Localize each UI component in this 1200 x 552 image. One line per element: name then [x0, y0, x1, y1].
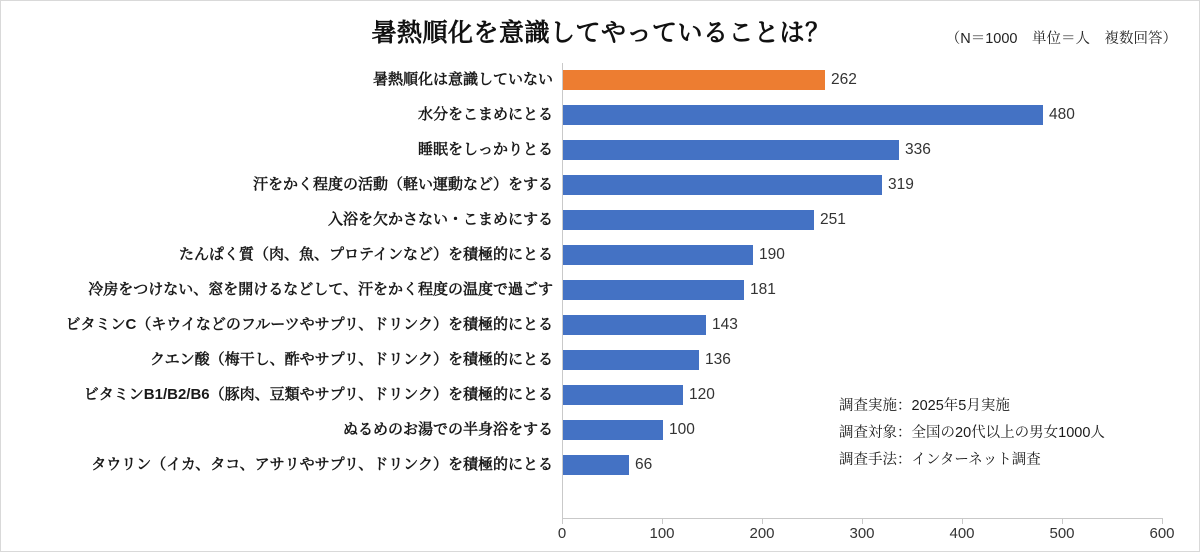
- category-label-row: [1, 413, 553, 448]
- bar-row: [562, 273, 1162, 308]
- category-label: ビタミンB1/B2/B6（豚肉、豆類やサプリ、ドリンク）を積極的にとる: [83, 386, 553, 403]
- category-label-row: [1, 273, 553, 308]
- bar[interactable]: [563, 315, 706, 335]
- bar-row: [562, 133, 1162, 168]
- axis-tick: [962, 518, 963, 524]
- bar[interactable]: [563, 245, 753, 265]
- axis-tick: [762, 518, 763, 524]
- axis-tick-label: 200: [749, 525, 775, 542]
- bar-row: [562, 98, 1162, 133]
- survey-annotation-line: 調査対象：全国の20代以上の男女1000人: [839, 425, 1105, 441]
- bar-row: [562, 343, 1162, 378]
- category-axis-labels: [1, 63, 553, 518]
- axis-tick: [1162, 518, 1163, 524]
- category-label-row: [1, 238, 553, 273]
- category-label-row: [1, 63, 553, 98]
- bar-row: [562, 308, 1162, 343]
- category-label: クエン酸（梅干し、酢やサプリ、ドリンク）を積極的にとる: [149, 351, 553, 368]
- axis-tick-label: 500: [1049, 525, 1075, 542]
- axis-tick-label: 400: [949, 525, 975, 542]
- bar-value-label: 143: [712, 316, 738, 333]
- bar[interactable]: [563, 420, 663, 440]
- category-label: 水分をこまめにとる: [417, 106, 553, 123]
- axis-tick-label: 100: [649, 525, 675, 542]
- bar-value-label: 190: [759, 246, 785, 263]
- axis-tick-label: 0: [557, 525, 567, 542]
- bar[interactable]: [563, 455, 629, 475]
- category-label-row: [1, 168, 553, 203]
- bar[interactable]: [563, 350, 699, 370]
- category-label-row: [1, 98, 553, 133]
- category-label: ビタミンC（キウイなどのフルーツやサプリ、ドリンク）を積極的にとる: [65, 316, 553, 333]
- bar-value-label: 262: [831, 71, 857, 88]
- category-label-row: [1, 448, 553, 483]
- bar[interactable]: [563, 385, 683, 405]
- category-label-row: [1, 343, 553, 378]
- category-label-row: [1, 203, 553, 238]
- category-label: 汗をかく程度の活動（軽い運動など）をする: [252, 176, 553, 193]
- chart-subtitle: （N＝1000 単位＝人 複数回答）: [945, 31, 1177, 47]
- bar-value-label: 136: [705, 351, 731, 368]
- bar-row: [562, 203, 1162, 238]
- survey-annotation-line: 調査実施：2025年5月実施: [839, 398, 1010, 414]
- bar-row: [562, 63, 1162, 98]
- category-label: 冷房をつけない、窓を開けるなどして、汗をかく程度の温度で過ごす: [88, 281, 553, 298]
- category-label: 暑熱順化は意識していない: [372, 71, 553, 88]
- category-label: 睡眠をしっかりとる: [417, 141, 553, 158]
- axis-tick-label: 300: [849, 525, 875, 542]
- bar-value-label: 336: [905, 141, 931, 158]
- bar-value-label: 181: [750, 281, 776, 298]
- category-label-row: [1, 308, 553, 343]
- bar-value-label: 120: [689, 386, 715, 403]
- category-label: 入浴を欠かさない・こまめにする: [327, 211, 553, 228]
- axis-tick-label: 600: [1149, 525, 1175, 542]
- axis-tick: [562, 518, 563, 524]
- bar-value-label: 319: [888, 176, 914, 193]
- category-label-row: [1, 133, 553, 168]
- category-label-row: [1, 378, 553, 413]
- axis-tick: [1062, 518, 1063, 524]
- bar-value-label: 100: [669, 421, 695, 438]
- bar-row: [562, 168, 1162, 203]
- category-label: たんぱく質（肉、魚、プロテインなど）を積極的にとる: [179, 246, 553, 263]
- bar-value-label: 66: [635, 456, 653, 473]
- bar[interactable]: [563, 280, 744, 300]
- survey-annotations: [839, 393, 1105, 474]
- category-label: タウリン（イカ、タコ、アサリやサプリ、ドリンク）を積極的にとる: [91, 456, 553, 473]
- chart-title: 暑熱順化を意識してやっていることは？: [371, 19, 831, 47]
- bar[interactable]: [563, 175, 882, 195]
- bar[interactable]: [563, 105, 1043, 125]
- bar[interactable]: [563, 210, 814, 230]
- axis-tick: [662, 518, 663, 524]
- survey-annotation-line: 調査手法：インターネット調査: [839, 452, 1041, 468]
- bar-value-label: 480: [1049, 106, 1075, 123]
- bar[interactable]: [563, 140, 899, 160]
- bar[interactable]: [563, 70, 825, 90]
- axis-tick: [862, 518, 863, 524]
- category-label: ぬるめのお湯での半身浴をする: [342, 421, 553, 438]
- bar-value-label: 251: [820, 211, 846, 228]
- bar-row: [562, 238, 1162, 273]
